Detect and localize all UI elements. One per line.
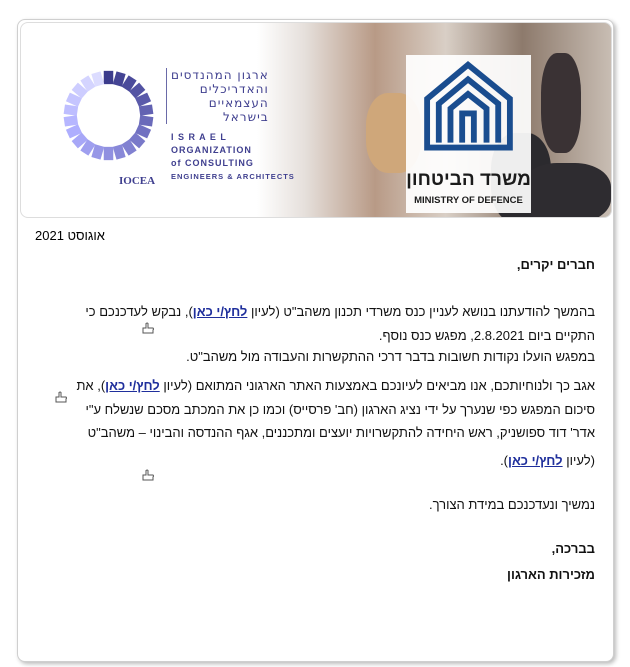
org-he-line: ארגון המהנדסים	[171, 68, 269, 82]
date: אוגוסט 2021	[35, 228, 105, 243]
logo-segment	[104, 71, 114, 84]
org-name-hebrew	[166, 68, 269, 124]
org-en-line: I S R A E L	[171, 132, 227, 142]
signature: מזכירות הארגון	[507, 567, 595, 582]
p1-line: במפגש הועלו נקודות חשובות בדבר דרכי ההתקשרות והעבודה מול משהב"ט.	[186, 349, 595, 364]
hand-pointer-icon	[141, 469, 155, 481]
click-here-link[interactable]: לחץ/י כאן	[105, 378, 160, 393]
mod-name-hebrew: משרד הביטחון	[406, 169, 531, 190]
hand-pointer-icon	[141, 322, 155, 334]
click-here-link[interactable]: לחץ/י כאן	[508, 453, 563, 468]
p1-line: התקיים ביום 2.8.2021, מפגש כנס נוסף.	[378, 328, 595, 343]
p1-line	[85, 304, 595, 320]
mod-logo	[406, 55, 531, 213]
closing: נמשיך ונעדכנכם במידת הצורך.	[428, 497, 595, 512]
greeting: חברים יקרים,	[516, 257, 595, 272]
header-banner	[20, 22, 612, 218]
logo-segment	[64, 115, 79, 126]
text: ).	[500, 453, 509, 468]
mod-emblem-icon	[406, 55, 531, 167]
signoff: בברכה,	[551, 541, 595, 556]
iocea-logo-icon	[61, 68, 156, 163]
org-he-line: והאדריכלים	[199, 82, 269, 96]
org-en-line: ORGANIZATION	[171, 145, 252, 155]
logo-segment	[64, 104, 79, 115]
org-name-english	[171, 131, 295, 183]
org-en-line: ENGINEERS & ARCHITECTS	[171, 172, 295, 181]
p2-line: אדר' דוד ספושניק, ראש היחידה להתקשרויות יועצים ומתכננים, אגף ההנדסה והבינוי – משהב"ט	[87, 425, 595, 440]
logo-segment	[139, 115, 154, 126]
mod-name-english: MINISTRY OF DEFENCE	[414, 195, 523, 206]
p2-line	[500, 453, 595, 469]
photo-person	[521, 163, 611, 218]
logo-segment	[104, 147, 114, 160]
p2-line	[76, 378, 595, 394]
text: אגב כך ולנוחיותכם, אנו מביאים לעיונכם באמצעות האתר הארגוני המתואם (לעיון	[159, 378, 595, 393]
org-en-line: of CONSULTING	[171, 158, 254, 168]
click-here-link[interactable]: לחץ/י כאן	[192, 304, 248, 319]
org-abbr: IOCEA	[119, 175, 156, 187]
hand-pointer-icon	[54, 391, 68, 403]
org-he-line: העצמאיים	[208, 96, 269, 110]
p2-line: סיכום המפגש כפי שנערך על ידי נציג הארגון (חב' פרסייס) וכמו כן את המכתב מסכם שנשלח ע"י	[85, 402, 595, 417]
text: (לעיון	[562, 453, 595, 468]
photo-person	[541, 53, 581, 153]
logo-segment	[139, 104, 154, 115]
text: ), את	[76, 378, 106, 393]
text: ), נבקש לעדכנכם כי	[85, 304, 193, 319]
text: בהמשך להודעתנו בנושא לעניין כנס משרדי תכנון משהב"ט (לעיון	[247, 304, 595, 319]
org-he-line: בישראל	[222, 110, 269, 124]
